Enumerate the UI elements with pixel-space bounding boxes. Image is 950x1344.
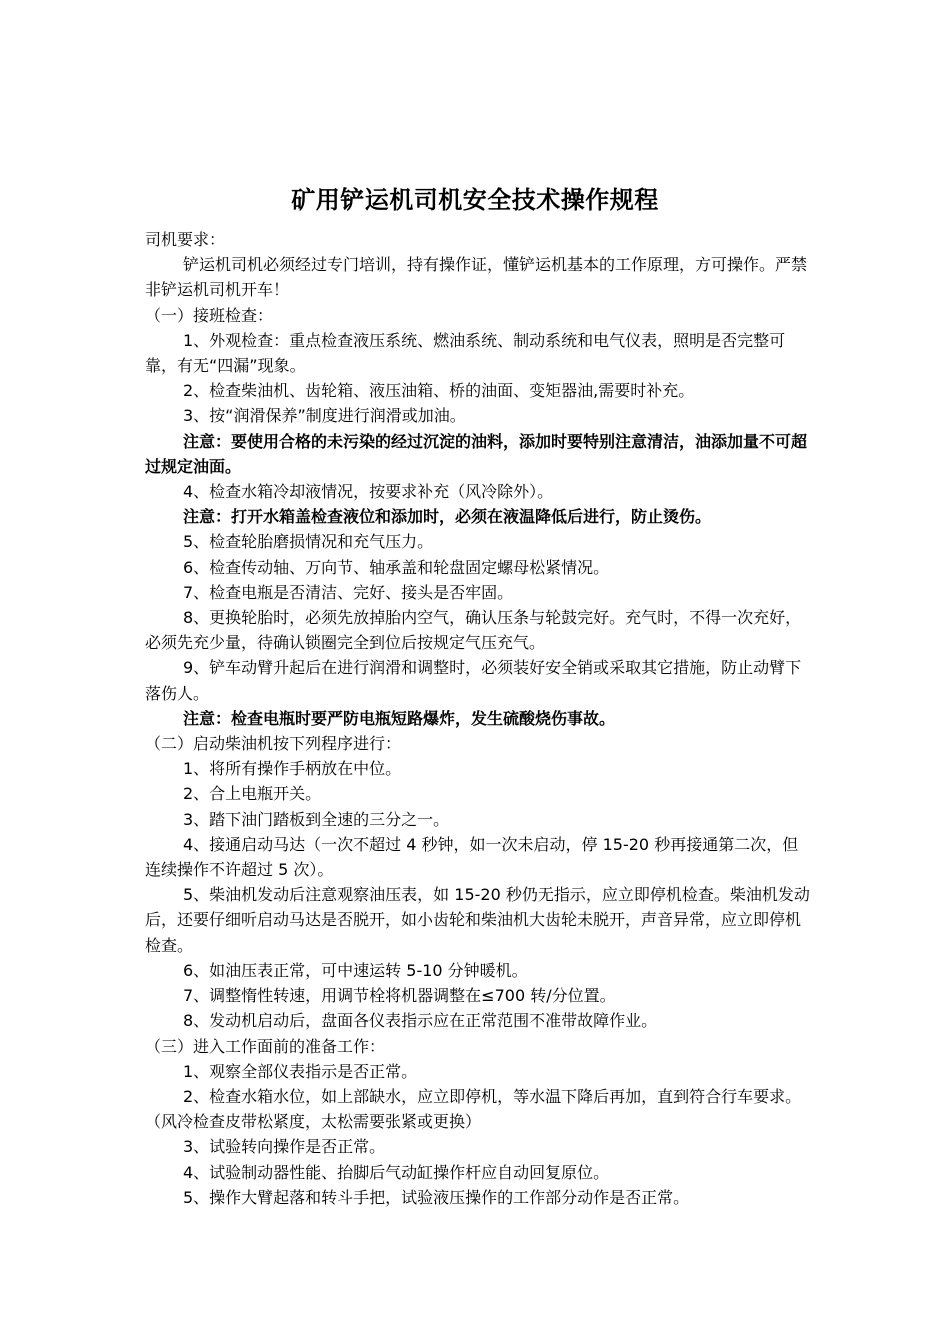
paragraph: 8、更换轮胎时，必须先放掉胎内空气，确认压条与轮鼓完好。充气时，不得一次充好，必须先充少量，待确认锁圈完全到位后按规定气压充气。 [145,608,802,653]
section-heading: （一）接班检查： [145,305,274,325]
paragraph: 2、检查柴油机、齿轮箱、液压油箱、桥的油面、变矩器油,需要时补充。 [183,381,695,401]
warning-note: 注意：检查电瓶时要严防电瓶短路爆炸，发生硫酸烧伤事故。 [183,708,616,728]
paragraph: 1、观察全部仪表指示是否正常。 [183,1061,418,1081]
paragraph: 9、铲车动臂升起后在进行润滑和调整时，必须装好安全销或采取其它措施，防止动臂下落伤人。 [145,658,802,703]
section-heading: （三）进入工作面前的准备工作： [145,1036,386,1056]
warning-note: 注意：要使用合格的未污染的经过沉淀的油料，添加时要特别注意清洁，油添加量不可超过规定油面。 [145,431,808,476]
paragraph: 7、调整惰性转速，用调节栓将机器调整在≤700 转/分位置。 [183,986,616,1006]
paragraph: 2、合上电瓶开关。 [183,784,322,804]
paragraph: 8、发动机启动后，盘面各仪表指示应在正常范围不准带故障作业。 [183,1011,658,1031]
paragraph: 5、检查轮胎磨损情况和充气压力。 [183,532,434,552]
paragraph: 5、操作大臂起落和转斗手把，试验液压操作的工作部分动作是否正常。 [183,1187,690,1207]
paragraph: 铲运机司机必须经过专门培训，持有操作证，懂铲运机基本的工作原理，方可操作。严禁非铲运机司机开车！ [145,255,808,300]
paragraph: 4、试验制动器性能、抬脚后气动缸操作杆应自动回复原位。 [183,1162,610,1182]
paragraph: 4、检查水箱冷却液情况，按要求补充（风冷除外）。 [183,482,554,502]
paragraph: 3、踏下油门踏板到全速的三分之一。 [183,809,450,829]
paragraph: 1、将所有操作手柄放在中位。 [183,759,402,779]
paragraph: 4、接通启动马达（一次不超过 4 秒钟，如一次未启动，停 15-20 秒再接通第二次，但连续操作不许超过 5 次）。 [145,834,799,880]
section-heading: 司机要求： [145,230,226,249]
paragraph: 2、检查水箱水位，如上部缺水，应立即停机，等水温下降后再加，直到符合行车要求。（风冷检查皮带松紧度，太松需要张紧或更换） [145,1086,802,1132]
section-heading: （二）启动柴油机按下列程序进行： [145,734,402,754]
paragraph: 6、如油压表正常，可中速运转 5-10 分钟暖机。 [183,960,528,980]
paragraph: 6、检查传动轴、万向节、轴承盖和轮盘固定螺母松紧情况。 [183,557,610,577]
paragraph: 3、按“润滑保养”制度进行润滑或加油。 [183,406,466,426]
document-body [145,227,810,1210]
paragraph: 3、试验转向操作是否正常。 [183,1137,386,1157]
paragraph: 5、柴油机发动后注意观察油压表，如 15-20 秒仍无指示，应立即停机检查。柴油机发动后，还要仔细听启动马达是否脱开，如小齿轮和柴油机大齿轮未脱开，声音异常，应立即停机检查。 [145,885,810,955]
paragraph: 1、外观检查：重点检查液压系统、燃油系统、制动系统和电气仪表，照明是否完整可靠，有无“四漏”现象。 [145,330,786,376]
warning-note: 注意：打开水箱盖检查液位和添加时，必须在液温降低后进行，防止烫伤。 [183,507,712,527]
document-title: 矿用铲运机司机安全技术操作规程 [291,186,659,214]
paragraph: 7、检查电瓶是否清洁、完好、接头是否牢固。 [183,582,514,602]
